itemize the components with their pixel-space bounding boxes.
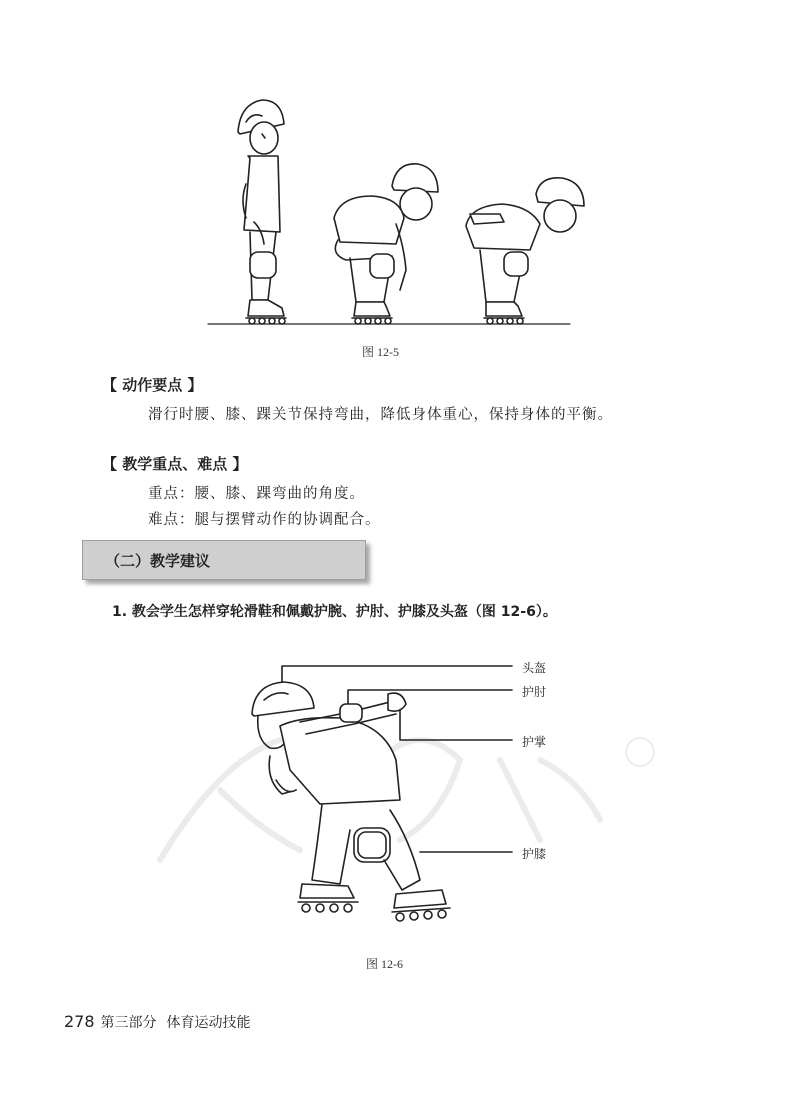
label-helmet: 头盔 bbox=[522, 661, 547, 675]
page-number: 278 bbox=[64, 1012, 95, 1031]
label-elbow-guard: 护肘 bbox=[522, 685, 547, 699]
step-1-text: 1. 教会学生怎样穿轮滑鞋和佩戴护腕、护肘、护膝及头盔（图 12-6）。 bbox=[112, 604, 557, 620]
teaching-focus-text: 重点：腰、膝、踝弯曲的角度。 bbox=[148, 486, 365, 502]
crouched-skater-hands-figure bbox=[334, 164, 438, 324]
section-banner bbox=[82, 540, 366, 580]
footer-chapter: 体育运动技能 bbox=[166, 1015, 251, 1031]
figure-12-5-illustration bbox=[0, 0, 800, 340]
crouched-skater-arms-behind-figure bbox=[466, 178, 584, 324]
page-footer bbox=[64, 1012, 251, 1032]
teaching-difficulty-text: 难点：腿与摆臂动作的协调配合。 bbox=[148, 512, 381, 528]
label-knee-guard: 护膝 bbox=[522, 847, 547, 861]
section-banner-title: （二）教学建议 bbox=[105, 552, 211, 570]
figure-12-6-illustration bbox=[0, 640, 800, 940]
key-points-text: 滑行时腰、膝、踝关节保持弯曲，降低身体重心，保持身体的平衡。 bbox=[148, 407, 613, 423]
footer-part: 第三部分 bbox=[100, 1015, 157, 1031]
label-palm-guard: 护掌 bbox=[522, 735, 547, 749]
key-points-heading: 【 动作要点 】 bbox=[102, 376, 203, 394]
figure-12-5-caption: 图 12-5 bbox=[362, 345, 399, 359]
figure-12-6-caption: 图 12-6 bbox=[366, 957, 403, 971]
standing-skater-figure bbox=[238, 100, 286, 324]
teaching-focus-heading: 【 教学重点、难点 】 bbox=[102, 455, 248, 473]
